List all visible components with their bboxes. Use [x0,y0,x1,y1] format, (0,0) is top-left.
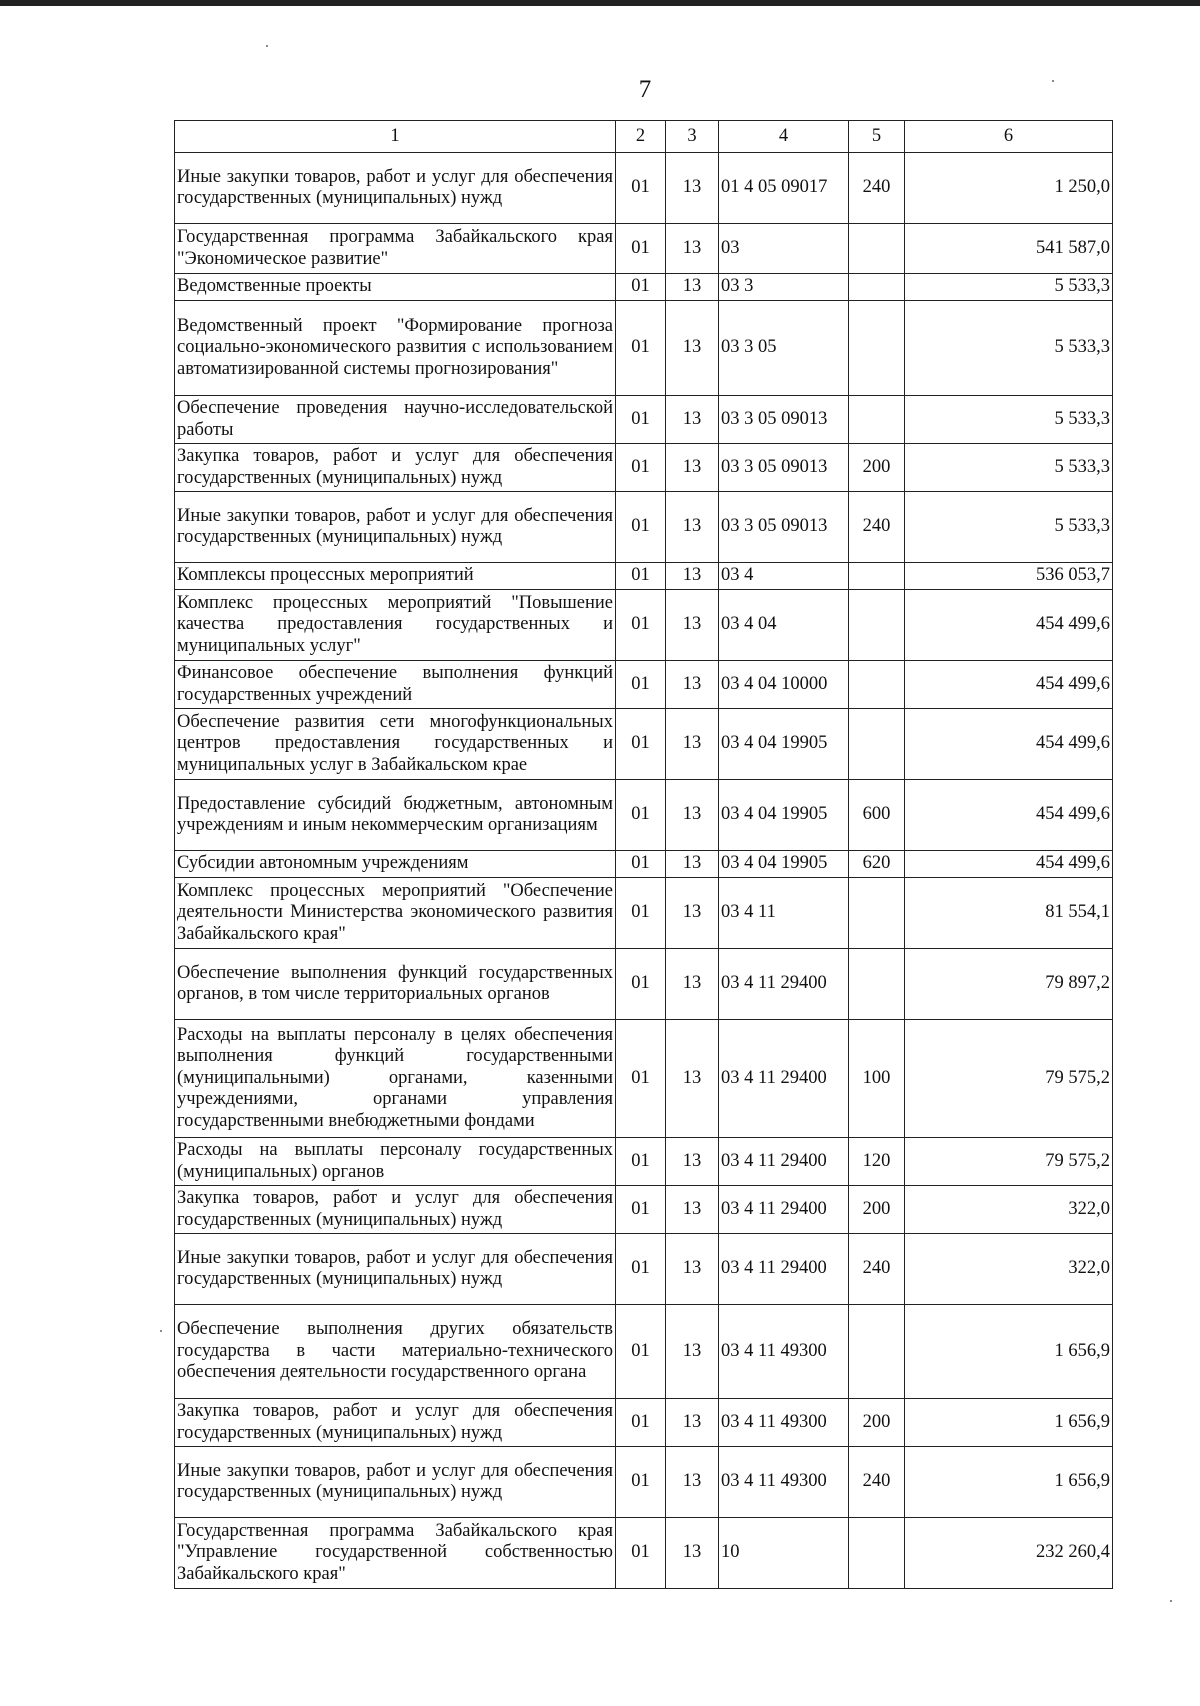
cell-name: Закупка товаров, работ и услуг для обеспечения государственных (муниципальных) нужд [175,1399,616,1447]
budget-table [174,120,1113,1589]
table-row [175,661,1113,709]
cell-section: 01 [616,878,666,949]
header-row [175,121,1113,153]
cell-subsection: 13 [666,851,719,878]
cell-sum: 79 575,2 [905,1138,1113,1186]
cell-sum: 454 499,6 [905,661,1113,709]
header-col-expense-type: 5 [849,121,905,153]
table-row [175,1234,1113,1305]
table-row [175,1305,1113,1399]
cell-name: Государственная программа Забайкальского края "Управление государственной собственностью Забайкальского края" [175,1518,616,1589]
table-row [175,396,1113,444]
cell-name: Государственная программа Забайкальского края "Экономическое развитие" [175,224,616,274]
table-row [175,1518,1113,1589]
cell-sum: 81 554,1 [905,878,1113,949]
cell-target-article: 03 4 04 10000 [719,661,849,709]
cell-target-article: 03 4 04 19905 [719,709,849,780]
cell-name: Закупка товаров, работ и услуг для обеспечения государственных (муниципальных) нужд [175,444,616,492]
cell-sum: 79 897,2 [905,949,1113,1020]
cell-section: 01 [616,492,666,563]
cell-section: 01 [616,444,666,492]
cell-subsection: 13 [666,780,719,851]
cell-section: 01 [616,224,666,274]
cell-expense-type: 100 [849,1020,905,1138]
cell-sum: 232 260,4 [905,1518,1113,1589]
cell-section: 01 [616,1399,666,1447]
cell-target-article: 03 4 11 49300 [719,1399,849,1447]
cell-sum: 5 533,3 [905,301,1113,396]
cell-name: Закупка товаров, работ и услуг для обеспечения государственных (муниципальных) нужд [175,1186,616,1234]
cell-target-article: 03 4 11 49300 [719,1305,849,1399]
cell-expense-type [849,1518,905,1589]
cell-target-article: 03 3 05 09013 [719,492,849,563]
cell-subsection: 13 [666,1447,719,1518]
cell-sum: 541 587,0 [905,224,1113,274]
cell-name: Иные закупки товаров, работ и услуг для обеспечения государственных (муниципальных) нужд [175,153,616,224]
cell-subsection: 13 [666,153,719,224]
cell-section: 01 [616,301,666,396]
cell-sum: 536 053,7 [905,563,1113,590]
header-col-subsection: 3 [666,121,719,153]
scan-speck [266,45,268,47]
table-row [175,1138,1113,1186]
cell-expense-type: 200 [849,1399,905,1447]
cell-sum: 1 656,9 [905,1399,1113,1447]
cell-target-article: 03 4 [719,563,849,590]
cell-section: 01 [616,1518,666,1589]
cell-section: 01 [616,274,666,301]
cell-subsection: 13 [666,949,719,1020]
cell-subsection: 13 [666,1138,719,1186]
cell-target-article: 03 4 11 29400 [719,1234,849,1305]
cell-section: 01 [616,563,666,590]
cell-sum: 454 499,6 [905,590,1113,661]
cell-target-article: 03 3 [719,274,849,301]
cell-name: Предоставление субсидий бюджетным, автономным учреждениям и иным некоммерческим организациям [175,780,616,851]
cell-name: Обеспечение проведения научно-исследовательской работы [175,396,616,444]
cell-target-article: 03 [719,224,849,274]
table-row [175,301,1113,396]
cell-target-article: 03 4 11 [719,878,849,949]
cell-name: Расходы на выплаты персоналу в целях обеспечения выполнения функций государственными (муниципальными) органами, казенными учреждениями, органами управления государственными внебюджетными фондами [175,1020,616,1138]
header-col-name: 1 [175,121,616,153]
cell-section: 01 [616,1447,666,1518]
cell-expense-type [849,590,905,661]
table-row [175,224,1113,274]
cell-target-article: 03 3 05 09013 [719,444,849,492]
table-row [175,1399,1113,1447]
cell-subsection: 13 [666,274,719,301]
cell-target-article: 01 4 05 09017 [719,153,849,224]
cell-section: 01 [616,153,666,224]
cell-subsection: 13 [666,709,719,780]
cell-section: 01 [616,396,666,444]
cell-section: 01 [616,1305,666,1399]
table-row [175,274,1113,301]
cell-name: Комплекс процессных мероприятий "Обеспечение деятельности Министерства экономического развития Забайкальского края" [175,878,616,949]
scan-speck [1052,80,1054,82]
cell-target-article: 03 4 04 19905 [719,851,849,878]
cell-section: 01 [616,661,666,709]
cell-name: Иные закупки товаров, работ и услуг для обеспечения государственных (муниципальных) нужд [175,1447,616,1518]
cell-sum: 5 533,3 [905,492,1113,563]
cell-name: Комплексы процессных мероприятий [175,563,616,590]
cell-name: Ведомственные проекты [175,274,616,301]
cell-expense-type: 120 [849,1138,905,1186]
table-row [175,153,1113,224]
cell-sum: 322,0 [905,1234,1113,1305]
cell-target-article: 10 [719,1518,849,1589]
cell-expense-type: 240 [849,492,905,563]
cell-expense-type: 240 [849,153,905,224]
cell-sum: 454 499,6 [905,709,1113,780]
cell-sum: 454 499,6 [905,780,1113,851]
scan-speck [1170,1600,1172,1602]
cell-section: 01 [616,1138,666,1186]
page-number: 7 [638,76,652,103]
cell-expense-type: 240 [849,1234,905,1305]
cell-subsection: 13 [666,590,719,661]
cell-section: 01 [616,1234,666,1305]
cell-name: Ведомственный проект "Формирование прогноза социально-экономического развития с использованием автоматизированной системы прогнозирования" [175,301,616,396]
table-row [175,1186,1113,1234]
table-row [175,878,1113,949]
table-row [175,492,1113,563]
cell-sum: 1 250,0 [905,153,1113,224]
cell-subsection: 13 [666,1305,719,1399]
cell-section: 01 [616,851,666,878]
cell-subsection: 13 [666,224,719,274]
table-row [175,444,1113,492]
header-col-target-article: 4 [719,121,849,153]
table-row [175,1447,1113,1518]
cell-subsection: 13 [666,444,719,492]
cell-subsection: 13 [666,396,719,444]
cell-sum: 5 533,3 [905,396,1113,444]
cell-target-article: 03 4 11 29400 [719,1138,849,1186]
table-row [175,949,1113,1020]
table-row [175,563,1113,590]
cell-expense-type [849,709,905,780]
table-row [175,590,1113,661]
cell-subsection: 13 [666,878,719,949]
cell-expense-type [849,1305,905,1399]
cell-subsection: 13 [666,661,719,709]
cell-subsection: 13 [666,1186,719,1234]
cell-target-article: 03 3 05 09013 [719,396,849,444]
cell-expense-type: 620 [849,851,905,878]
cell-name: Финансовое обеспечение выполнения функций государственных учреждений [175,661,616,709]
cell-subsection: 13 [666,492,719,563]
table-row [175,851,1113,878]
cell-expense-type [849,224,905,274]
cell-name: Обеспечение выполнения функций государственных органов, в том числе территориальных органов [175,949,616,1020]
cell-target-article: 03 4 04 19905 [719,780,849,851]
cell-target-article: 03 4 11 29400 [719,1186,849,1234]
cell-expense-type [849,301,905,396]
cell-section: 01 [616,590,666,661]
cell-subsection: 13 [666,1020,719,1138]
cell-target-article: 03 4 11 29400 [719,1020,849,1138]
cell-target-article: 03 4 11 29400 [719,949,849,1020]
cell-name: Обеспечение развития сети многофункциональных центров предоставления государственных и муниципальных услуг в Забайкальском крае [175,709,616,780]
cell-name: Комплекс процессных мероприятий "Повышение качества предоставления государственных и муниципальных услуг" [175,590,616,661]
cell-name: Иные закупки товаров, работ и услуг для обеспечения государственных (муниципальных) нужд [175,1234,616,1305]
cell-section: 01 [616,949,666,1020]
cell-expense-type: 200 [849,444,905,492]
cell-section: 01 [616,709,666,780]
cell-expense-type: 600 [849,780,905,851]
cell-sum: 1 656,9 [905,1447,1113,1518]
cell-target-article: 03 4 11 49300 [719,1447,849,1518]
cell-expense-type: 200 [849,1186,905,1234]
cell-subsection: 13 [666,301,719,396]
cell-subsection: 13 [666,1234,719,1305]
table-body [175,153,1113,1589]
cell-expense-type [849,878,905,949]
cell-target-article: 03 4 04 [719,590,849,661]
header-col-sum: 6 [905,121,1113,153]
cell-subsection: 13 [666,1518,719,1589]
cell-section: 01 [616,1186,666,1234]
cell-sum: 5 533,3 [905,274,1113,301]
cell-name: Иные закупки товаров, работ и услуг для обеспечения государственных (муниципальных) нужд [175,492,616,563]
cell-subsection: 13 [666,563,719,590]
cell-target-article: 03 3 05 [719,301,849,396]
cell-expense-type [849,274,905,301]
table-row [175,780,1113,851]
cell-sum: 5 533,3 [905,444,1113,492]
cell-name: Субсидии автономным учреждениям [175,851,616,878]
table-row [175,709,1113,780]
cell-name: Расходы на выплаты персоналу государственных (муниципальных) органов [175,1138,616,1186]
header-col-section: 2 [616,121,666,153]
cell-section: 01 [616,780,666,851]
cell-expense-type: 240 [849,1447,905,1518]
cell-sum: 1 656,9 [905,1305,1113,1399]
cell-expense-type [849,563,905,590]
scan-speck [160,1330,162,1332]
cell-name: Обеспечение выполнения других обязательств государства в части материально-технического обеспечения деятельности государственного органа [175,1305,616,1399]
table-row [175,1020,1113,1138]
cell-sum: 79 575,2 [905,1020,1113,1138]
cell-expense-type [849,661,905,709]
cell-sum: 454 499,6 [905,851,1113,878]
cell-subsection: 13 [666,1399,719,1447]
cell-section: 01 [616,1020,666,1138]
scan-top-edge [0,0,1200,6]
cell-sum: 322,0 [905,1186,1113,1234]
cell-expense-type [849,949,905,1020]
cell-expense-type [849,396,905,444]
